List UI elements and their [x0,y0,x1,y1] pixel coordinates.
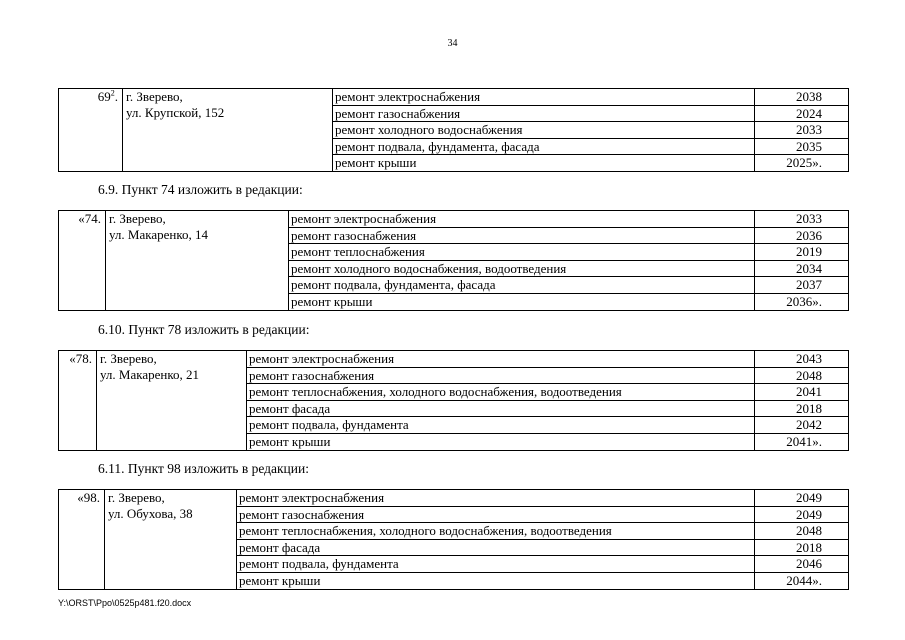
work-type: ремонт теплоснабжения, холодного водоснабжения, водоотведения [237,523,755,540]
work-type: ремонт подвала, фундамента, фасада [289,277,755,294]
item-number-superscript: 2 [110,88,115,98]
works-table-98 [58,489,849,590]
work-year: 2025». [755,155,849,172]
work-year: 2033 [755,211,849,228]
work-type: ремонт электроснабжения [333,89,755,106]
work-type: ремонт крыши [333,155,755,172]
work-type: ремонт крыши [247,433,755,450]
address-cell: г. Зверево, ул. Макаренко, 14 [106,211,289,311]
work-type: ремонт электроснабжения [247,351,755,368]
work-type: ремонт фасада [237,539,755,556]
works-table-69-2 [58,88,849,172]
work-type: ремонт фасада [247,400,755,417]
work-year: 2035 [755,138,849,155]
address-cell: г. Зверево, ул. Макаренко, 21 [97,351,247,451]
work-year: 2036 [755,227,849,244]
work-type: ремонт теплоснабжения, холодного водоснабжения, водоотведения [247,384,755,401]
item-number: «78. [59,351,97,451]
footer-file-path: Y:\ORST\Ppo\0525p481.f20.docx [58,598,192,608]
work-type: ремонт холодного водоснабжения [333,122,755,139]
instruction-6-9: 6.9. Пункт 74 изложить в редакции: [98,182,303,197]
work-year: 2043 [755,351,849,368]
item-number: «98. [59,490,105,590]
work-type: ремонт подвала, фундамента [247,417,755,434]
address-cell: г. Зверево, ул. Крупской, 152 [123,89,333,172]
work-year: 2034 [755,260,849,277]
item-number: «74. [59,211,106,311]
instruction-6-11: 6.11. Пункт 98 изложить в редакции: [98,461,309,476]
address-cell: г. Зверево, ул. Обухова, 38 [105,490,237,590]
work-type: ремонт крыши [237,572,755,589]
work-year: 2049 [755,506,849,523]
work-year: 2041». [755,433,849,450]
work-type: ремонт холодного водоснабжения, водоотведения [289,260,755,277]
item-number: $69^2$. [59,89,123,172]
work-year: 2048 [755,523,849,540]
work-type: ремонт теплоснабжения [289,244,755,261]
table-row [59,490,849,507]
work-year: 2036». [755,293,849,310]
work-type: ремонт электроснабжения [289,211,755,228]
work-type: ремонт газоснабжения [289,227,755,244]
table-row [59,211,849,228]
work-type: ремонт подвала, фундамента, фасада [333,138,755,155]
work-year: 2042 [755,417,849,434]
works-table-78 [58,350,849,451]
work-year: 2018 [755,539,849,556]
work-type: ремонт газоснабжения [237,506,755,523]
work-year: 2019 [755,244,849,261]
work-year: 2018 [755,400,849,417]
work-type: ремонт крыши [289,293,755,310]
table-row [59,351,849,368]
work-year: 2037 [755,277,849,294]
table-row [59,89,849,106]
work-year: 2033 [755,122,849,139]
work-type: ремонт газоснабжения [333,105,755,122]
instruction-6-10: 6.10. Пункт 78 изложить в редакции: [98,322,310,337]
work-type: ремонт электроснабжения [237,490,755,507]
page-number: 34 [447,38,458,49]
work-year: 2038 [755,89,849,106]
work-year: 2046 [755,556,849,573]
work-type: ремонт газоснабжения [247,367,755,384]
work-year: 2044». [755,572,849,589]
work-year: 2048 [755,367,849,384]
work-type: ремонт подвала, фундамента [237,556,755,573]
work-year: 2024 [755,105,849,122]
work-year: 2041 [755,384,849,401]
works-table-74 [58,210,849,311]
work-year: 2049 [755,490,849,507]
